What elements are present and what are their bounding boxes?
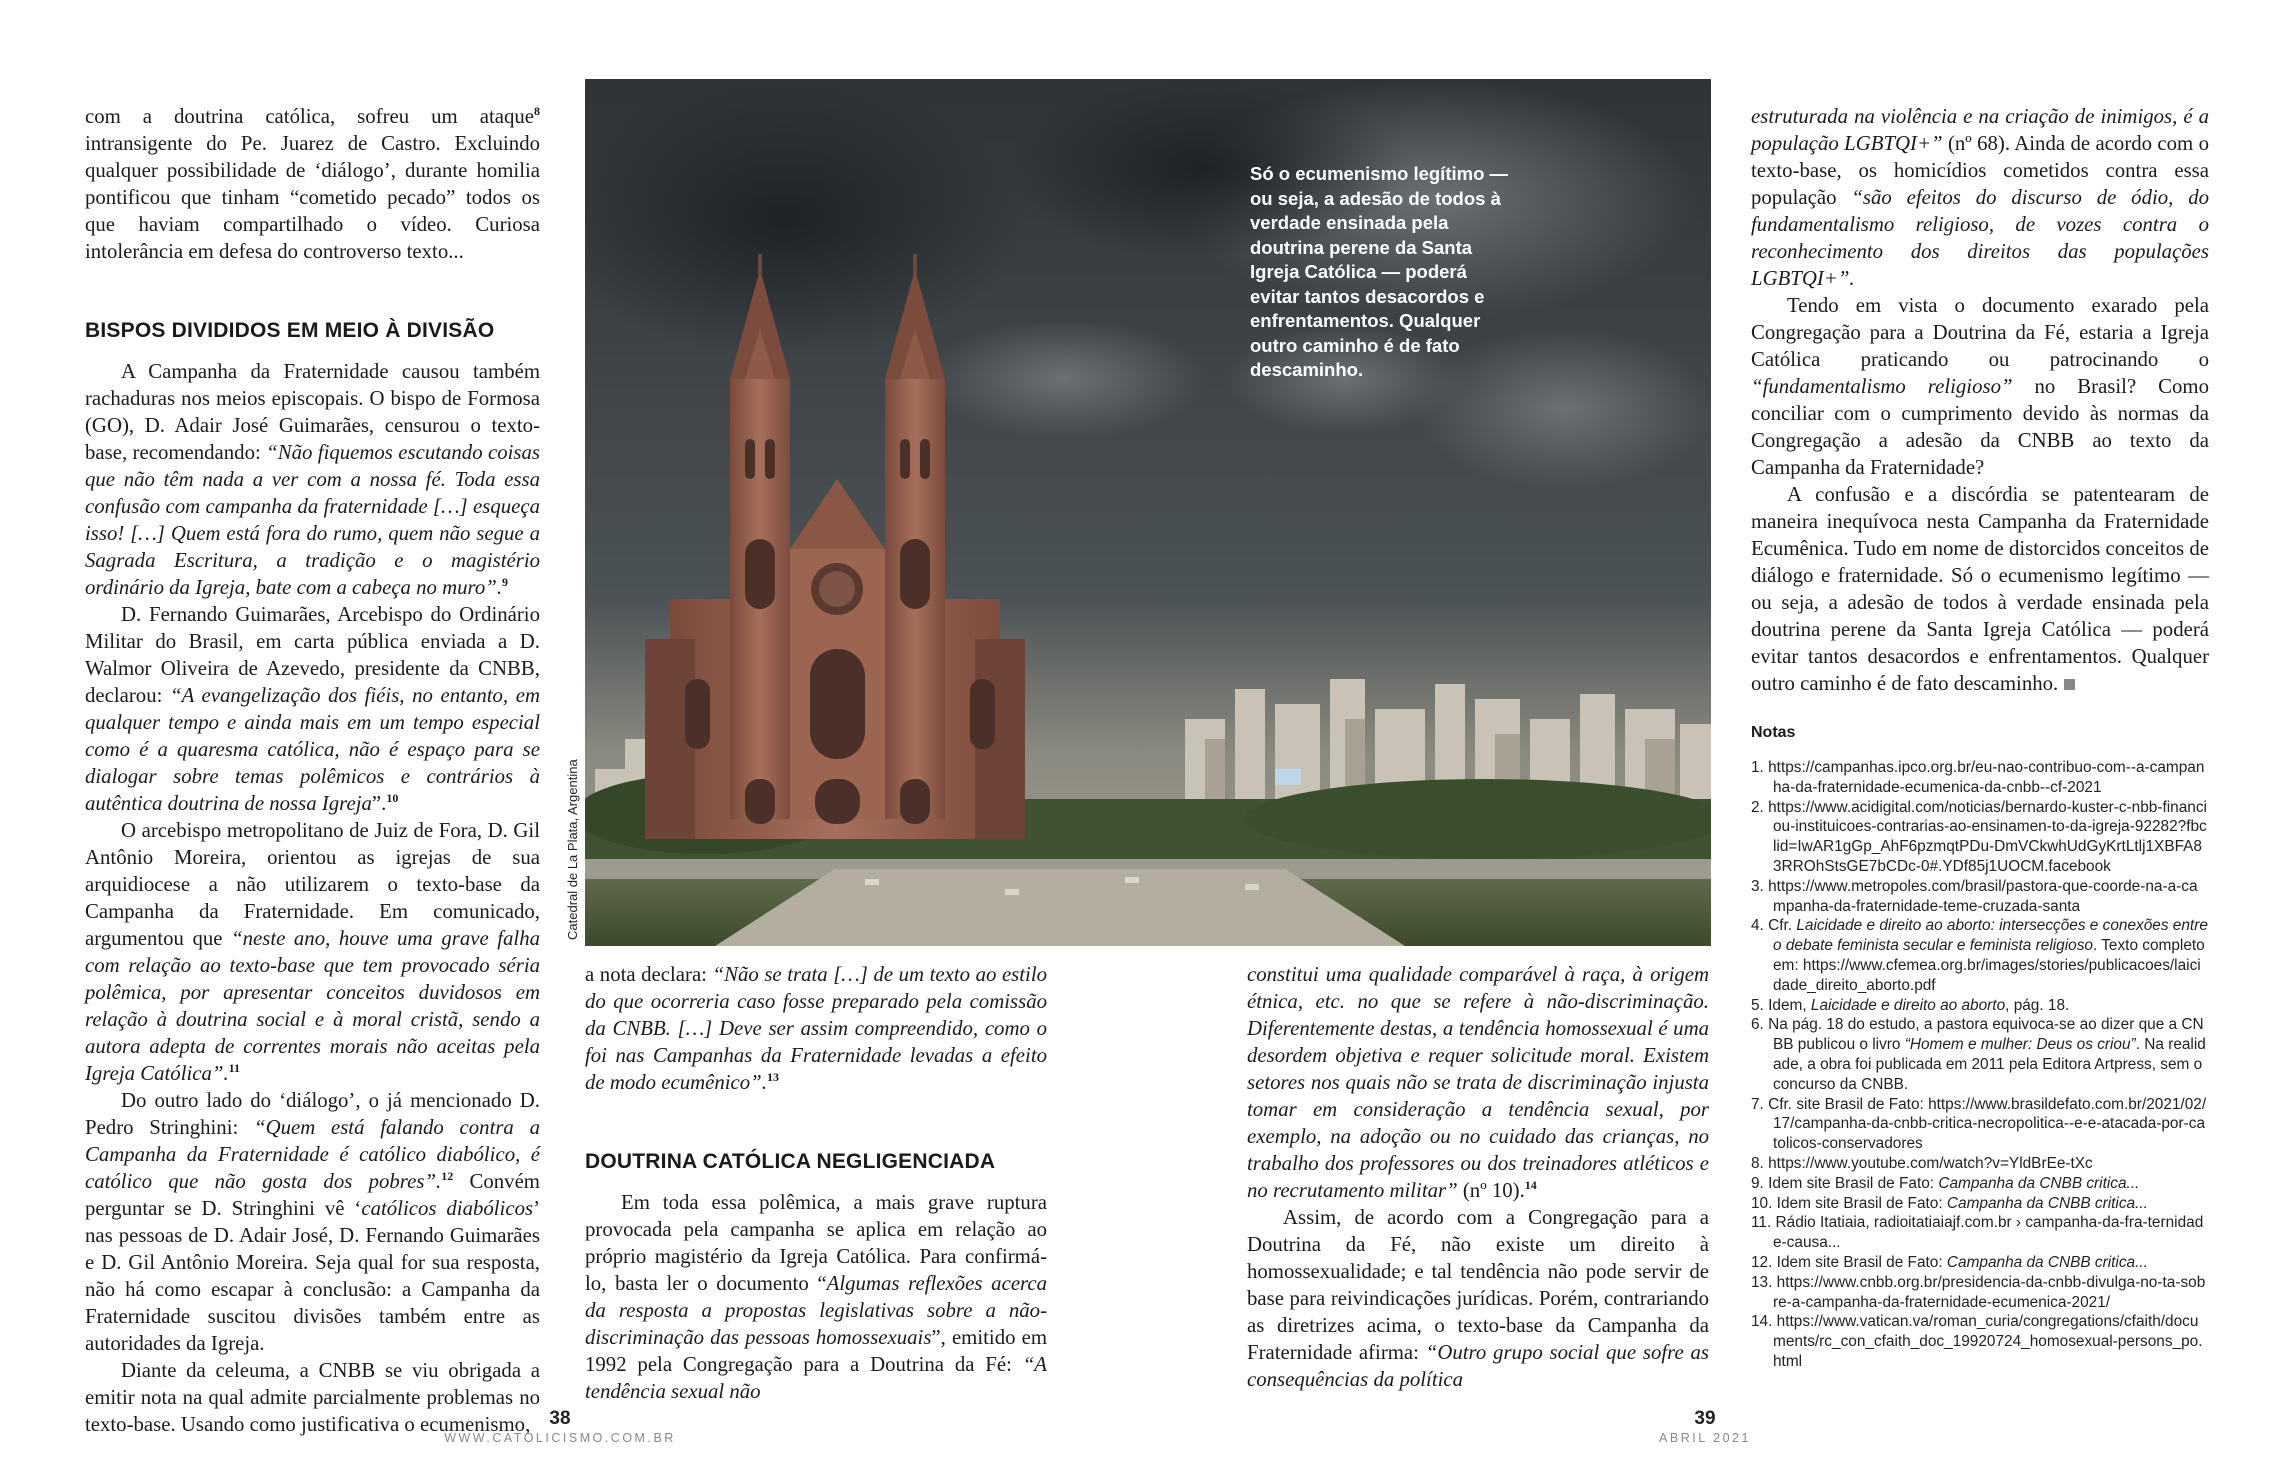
note-item: 11. Rádio Itatiaia, radioitatiaiajf.com.br › campanha-da-fra-ternidade-causa... xyxy=(1751,1214,2204,1252)
text-column-4 xyxy=(1751,103,2209,1372)
paragraph: D. Fernando Guimarães, Arcebispo do Ordinário Militar do Brasil, em carta pública enviada a D. Walmor Oliveira de Azevedo, presidente da CNBB, declarou: “A evangelização dos fiéis, no entanto, em qualquer tempo e ainda mais em um tempo especial como é a quaresma católica, não é espaço para se dialogar sobre temas polêmicos e contrários à autêntica doutrina de nossa Igreja”.$^{10}$ xyxy=(85,603,540,815)
paragraph: Assim, de acordo com a Congregação para a Doutrina da Fé, não existe um direito à homossexualidade; e tal tendência não pode servir de base para reivindicações jurídicas. Porém, contrariando as diretrizes acima, o texto-base da Campanha da Fraternidade afirma: “Outro grupo social que sofre as consequências da política xyxy=(1247,1206,1709,1391)
text-column-2 xyxy=(585,961,1047,1405)
note-item: 8. https://www.youtube.com/watch?v=YldBrEe-tXc xyxy=(1751,1154,2093,1172)
paragraph: constitui uma qualidade comparável à raça, à origem étnica, etc. no que se refere à não-discriminação. Diferentemente destas, a tendência homossexual é uma desordem objetiva e requer solicitude moral. Existem setores nos quais não se trata de discriminação injusta tomar em consideração a tendência sexual, por exemplo, na adoção ou no cuidado das crianças, no trabalho dos professores ou dos treinadores atléticos e no recrutamento militar” (nº 10).$^{14}$ xyxy=(1247,963,1709,1202)
note-item: 7. Cfr. site Brasil de Fato: https://www.brasildefato.com.br/2021/02/17/campanha-da-cnbb-critica-necropolitica--e-e-atacada-por-catolicos-conservadores xyxy=(1751,1095,2207,1153)
section-heading: DOUTRINA CATÓLICA NEGLIGENCIADA xyxy=(585,1150,996,1173)
paragraph: O arcebispo metropolitano de Juiz de Fora, D. Gil Antônio Moreira, orientou as igrejas de sua arquidiocese a não utilizarem o texto-base da Campanha da Fraternidade. Em comunicado, argumentou que “neste ano, houve uma grave falha com relação ao texto-base que tem provocado séria polêmica, por apresentar conceitos duvidosos em relação à doutrina social e à moral cristã, sendo a autora adepta de correntes morais não aceitas pela Igreja Católica”.$^{11}$ xyxy=(85,819,540,1085)
text-column-1 xyxy=(85,103,540,1438)
paragraph: estruturada na violência e na criação de inimigos, é a população LGBTQI+” (nº 68). Ainda de acordo com o texto-base, os homicídios cometidos contra essa população “são efeitos do discurso de ódio, do fundamentalismo religioso, de vozes contra o reconhecimento dos direitos das populações LGBTQI+”. xyxy=(1751,105,2209,290)
cathedral-photo xyxy=(585,79,1711,946)
paragraph: Do outro lado do ‘diálogo’, o já mencionado D. Pedro Stringhini: “Quem está falando contra a Campanha da Fraternidade é católico diabólico, é católico que não gosta dos pobres”.$^{12}$ Convém perguntar se D. Stringhini vê ‘católicos diabólicos’ nas pessoas de D. Adair José, D. Fernando Guimarães e D. Gil Antônio Moreira. Seja qual for sua resposta, não há como escapar à conclusão: a Campanha da Fraternidade suscitou divisões também entre as autoridades da Igreja. xyxy=(85,1089,540,1355)
note-item: 9. Idem site Brasil de Fato: Campanha da CNBB critica... xyxy=(1751,1174,2140,1192)
paragraph: Em toda essa polêmica, a mais grave ruptura provocada pela campanha se aplica em relação ao próprio magistério da Igreja Católica. Para confirmá-lo, basta ler o documento “Algumas reflexões acerca da resposta a propostas legislativas sobre a não-discriminação das pessoas homossexuais”, emitido em 1992 pela Congregação para a Doutrina da Fé: “A tendência sexual não xyxy=(585,1191,1047,1403)
section-heading: BISPOS DIVIDIDOS EM MEIO À DIVISÃO xyxy=(85,319,495,342)
note-item: 6. Na pág. 18 do estudo, a pastora equivoca-se ao dizer que a CNBB publicou o livro “Homem e mulher: Deus os criou”. Na realidade, a obra foi publicada em 2011 pela Editora Artpress, sem o concurso da CNBB. xyxy=(1751,1016,2206,1093)
paragraph: com a doutrina católica, sofreu um ataque$^8$ intransigente do Pe. Juarez de Castro. Excluindo qualquer possibilidade de ‘diálogo’, durante homilia pontificou que tinham “cometido pecado” todos os que haviam compartilhado o vídeo. Curiosa intolerância em defesa do controverso texto... xyxy=(85,104,540,263)
note-item: 4. Cfr. Laicidade e direito ao aborto: intersecções e conexões entre o debate feminista secular e feminista religioso. Texto completo em: https://www.cfemea.org.br/images/stories/publicacoes/laicidade_direito_aborto.pdf xyxy=(1751,917,2208,994)
note-item: 2. https://www.acidigital.com/noticias/bernardo-kuster-c-nbb-financiou-instituicoes-contrarias-ao-ensinamen-to-da-igreja-92282?fbclid=IwAR1gGp_AhF6pzmqtPDu-DmVCkwhUdGyKrtLtlj1XBFA83RROhStsGE7bCDc-0#.YDf85j1UOCM.facebook xyxy=(1751,798,2207,875)
text-column-3 xyxy=(1247,961,1709,1393)
page-number: 38 xyxy=(549,1408,571,1429)
note-item: 3. https://www.metropoles.com/brasil/pastora-que-coorde-na-a-campanha-da-fraternidade-teme-cruzada-santa xyxy=(1751,877,2198,915)
site-url: WWW.CATOLICISMO.COM.BR xyxy=(444,1431,676,1445)
notes-list xyxy=(1751,758,2209,1372)
photo-credit: Catedral de La Plata, Argentina xyxy=(565,759,580,940)
issue-date: ABRIL 2021 xyxy=(1659,1431,1751,1445)
pull-quote: Só o ecumenismo legítimo — ou seja, a adesão de todos à verdade ensinada pela doutrina perene da Santa Igreja Católica — poderá evitar tantos desacordos e enfrentamentos. Qualquer outro caminho é de fato descaminho. xyxy=(1250,163,1509,380)
paragraph: A Campanha da Fraternidade causou também rachaduras nos meios episcopais. O bispo de Formosa (GO), D. Adair José Guimarães, censurou o texto-base, recomendando: “Não fiquemos escutando coisas que não têm nada a ver com a nossa fé. Toda essa confusão com campanha da fraternidade […] esqueça isso! […] Quem está fora do rumo, quem não segue a Sagrada Escritura, a tradição e o magistério ordinário da Igreja, bate com a cabeça no muro”.$^9$ xyxy=(85,360,540,599)
paragraph: A confusão e a discórdia se patentearam de maneira inequívoca nesta Campanha da Fraternidade Ecumênica. Tudo em nome de distorcidos conceitos de diálogo e fraternidade. Só o ecumenismo legítimo — ou seja, a adesão de todos à verdade ensinada pela doutrina perene da Santa Igreja Católica — poderá evitar tantos desacordos e enfrentamentos. Qualquer outro caminho é de fato descaminho. xyxy=(1751,483,2209,695)
footer-left xyxy=(330,1408,790,1445)
paragraph: Tendo em vista o documento exarado pela Congregação para a Doutrina da Fé, estaria a Igreja Católica praticando ou patrocinando o “fundamentalismo religioso” no Brasil? Como conciliar com o cumprimento devido às normas da Congregação a adesão da CNBB ao texto da Campanha da Fraternidade? xyxy=(1751,294,2209,479)
paragraph: a nota declara: “Não se trata […] de um texto ao estilo do que ocorreria caso fosse preparado pela comissão da CNBB. […] Deve ser assim compreendido, como o foi nas Campanhas da Fraternidade levadas a efeito de modo ecumênico”.$^{13}$ xyxy=(585,963,1048,1094)
note-item: 1. https://campanhas.ipco.org.br/eu-nao-contribuo-com--a-campanha-da-fraternidade-ecumenica-da-cnbb--cf-2021 xyxy=(1751,759,2205,796)
note-item: 13. https://www.cnbb.org.br/presidencia-da-cnbb-divulga-no-ta-sobre-a-campanha-da-fraternidade-ecumenica-2021/ xyxy=(1751,1273,2206,1311)
page-number: 39 xyxy=(1694,1408,1716,1429)
end-mark-icon xyxy=(2064,679,2075,690)
paragraph: Diante da celeuma, a CNBB se viu obrigada a emitir nota na qual admite parcialmente problemas no texto-base. Usando como justificativa o ecumenismo, xyxy=(85,1359,540,1436)
note-item: 14. https://www.vatican.va/roman_curia/congregations/cfaith/documents/rc_con_cfaith_doc_19920724_homosexual-persons_po.html xyxy=(1751,1313,2203,1370)
notes-title: Notas xyxy=(1751,724,1796,741)
note-item: 5. Idem, Laicidade e direito ao aborto, pág. 18. xyxy=(1751,996,2070,1014)
note-item: 10. Idem site Brasil de Fato: Campanha da CNBB critica... xyxy=(1751,1194,2148,1212)
footer-right xyxy=(1555,1408,1855,1445)
note-item: 12. Idem site Brasil de Fato: Campanha da CNBB critica... xyxy=(1751,1253,2148,1271)
